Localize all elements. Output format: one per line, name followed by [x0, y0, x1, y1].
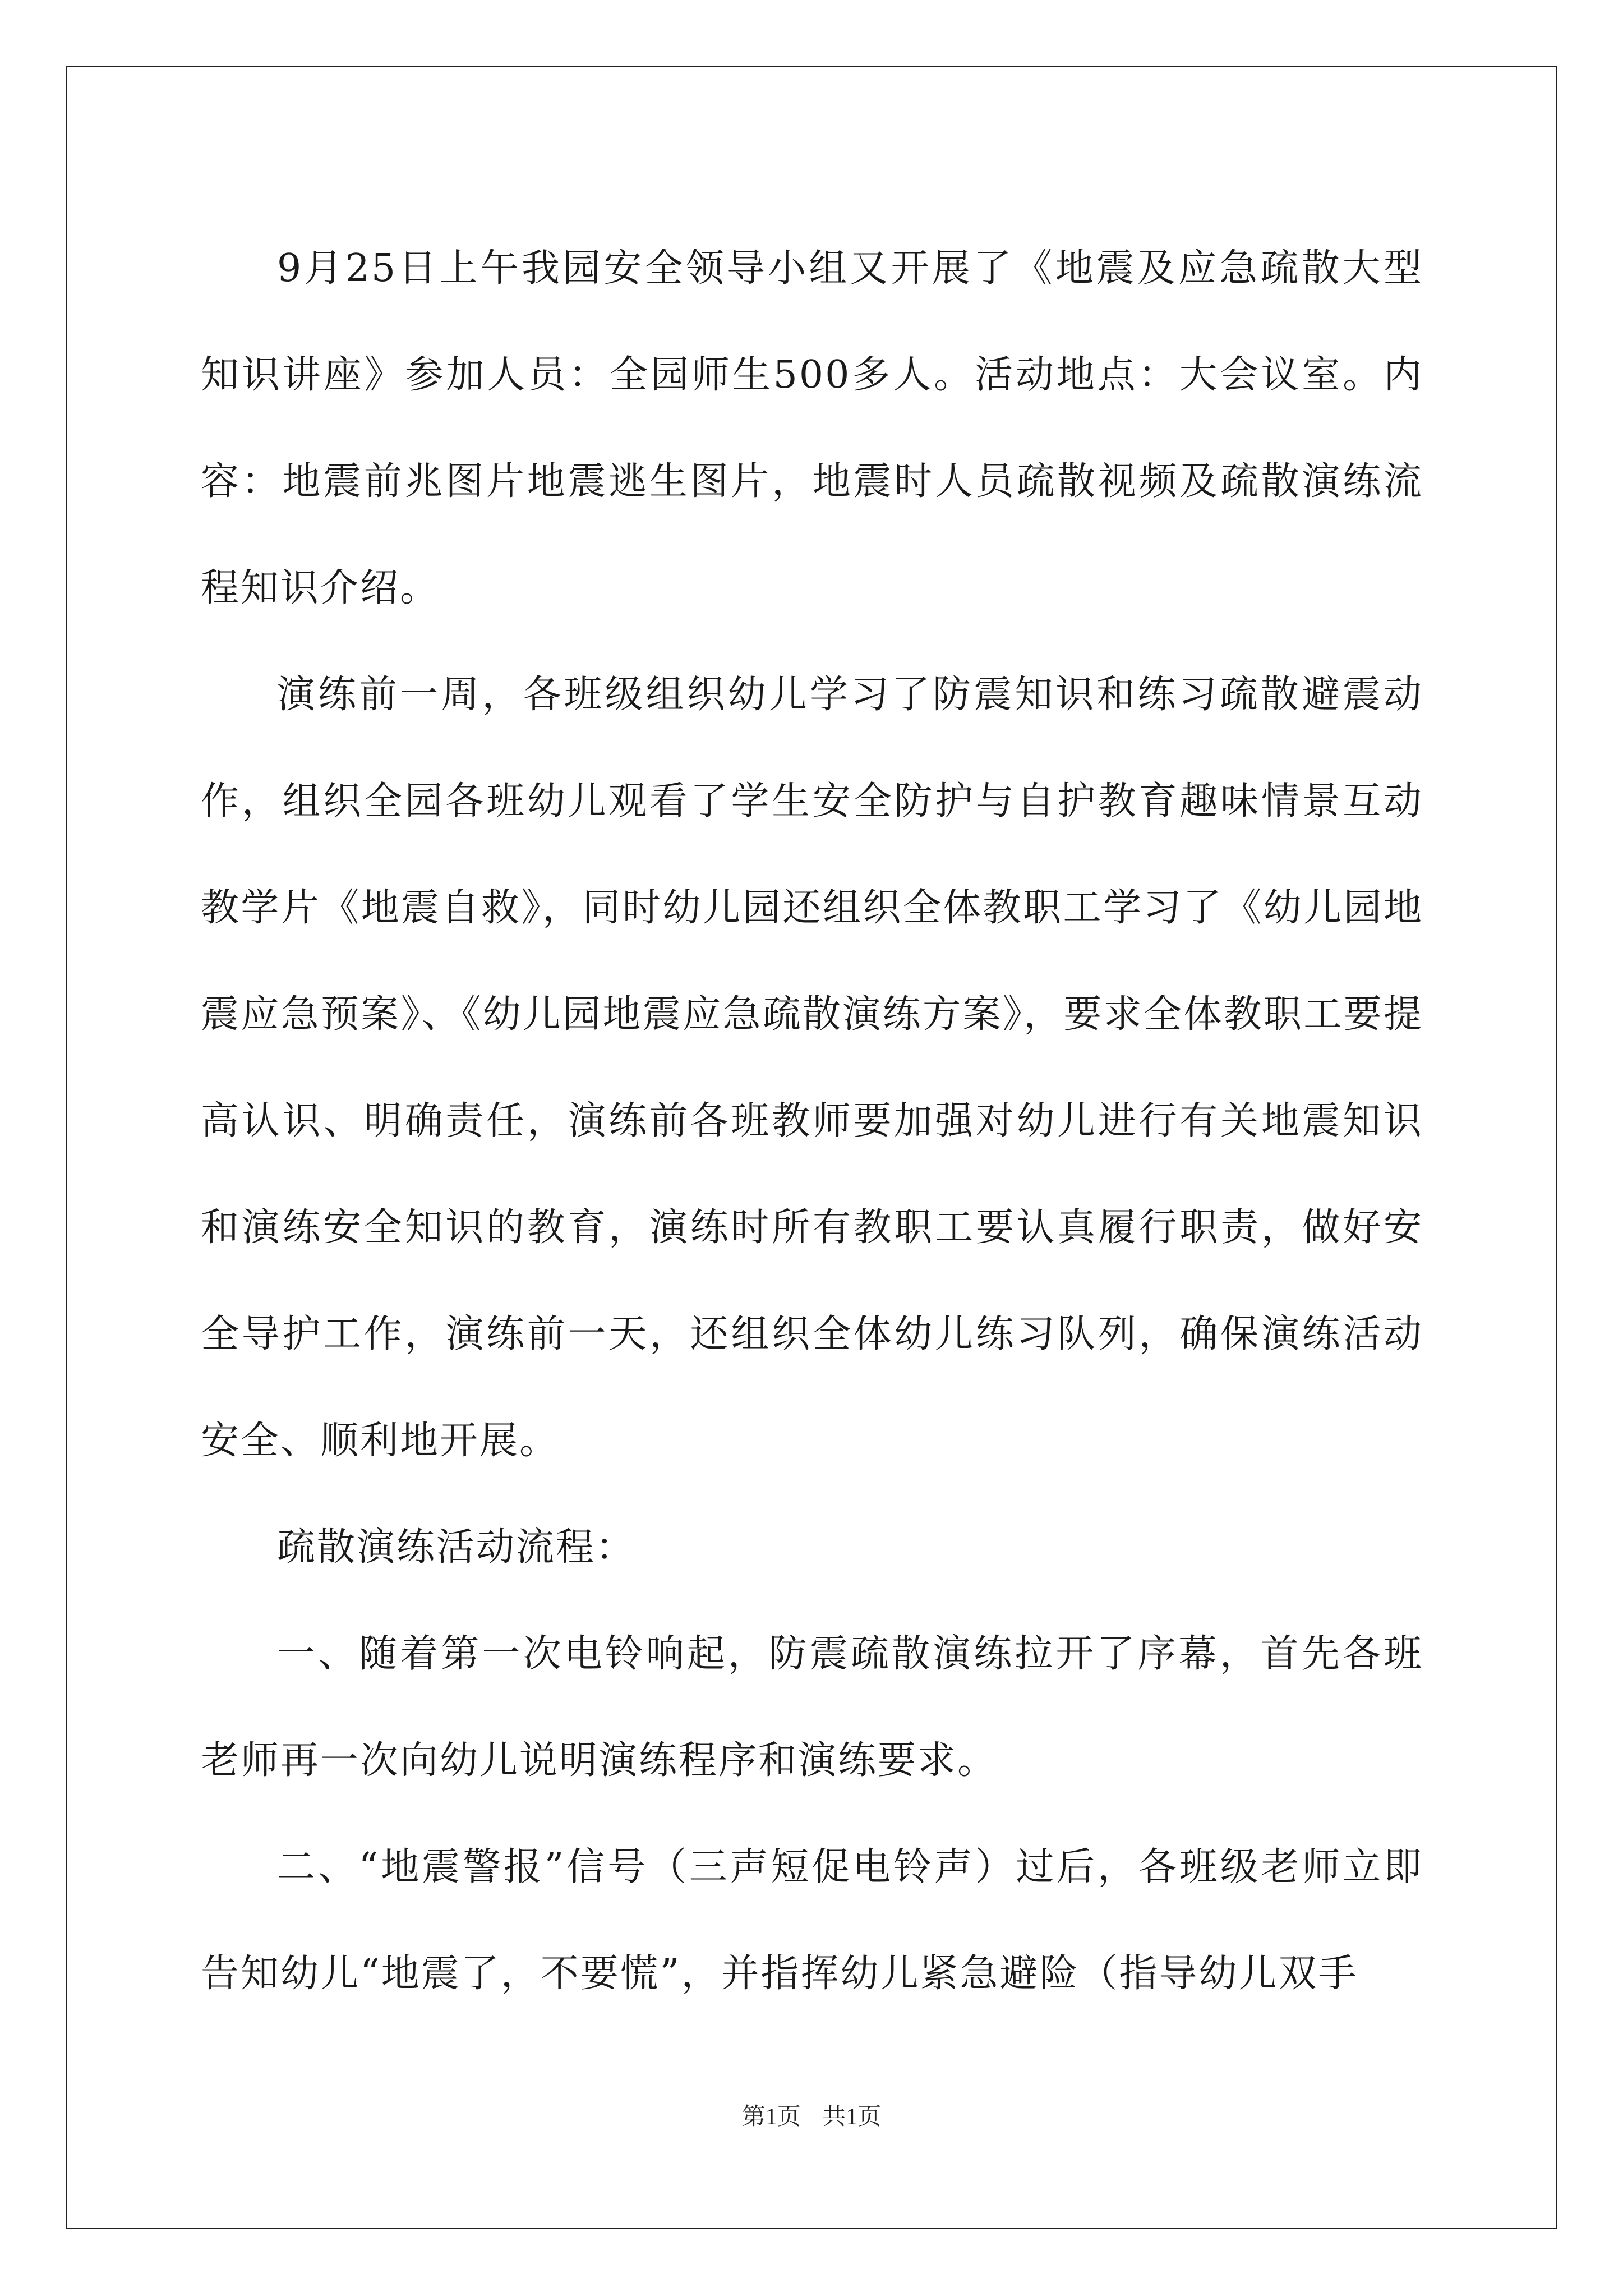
page-footer — [0, 2098, 1623, 2132]
paragraph: 一、随着第一次电铃响起，防震疏散演练拉开了序幕，首先各班老师再一次向幼儿说明演练程序和演练要求。 — [201, 1632, 1423, 1783]
document-body — [201, 215, 1423, 2027]
paragraph: 二、“地震警报”信号（三声短促电铃声）过后，各班级老师立即告知幼儿“地震了，不要慌”，并指挥幼儿紧急避险（指导幼儿双手 — [201, 1845, 1423, 1996]
paragraph: 9月25日上午我园安全领导小组又开展了《地震及应急疏散大型知识讲座》参加人员：全园师生500多人。活动地点：大会议室。内容：地震前兆图片地震逃生图片，地震时人员疏散视频及疏散演练流程知识介绍。 — [201, 246, 1423, 610]
page-number: 第1页 — [741, 2104, 801, 2130]
paragraph: 疏散演练活动流程： — [277, 1525, 636, 1570]
page-total: 共1页 — [822, 2104, 882, 2130]
paragraph: 演练前一周，各班级组织幼儿学习了防震知识和练习疏散避震动作，组织全园各班幼儿观看了学生安全防护与自护教育趣味情景互动教学片《地震自救》，同时幼儿园还组织全体教职工学习了《幼儿园地震应急预案》、《幼儿园地震应急疏散演练方案》，要求全体教职工要提高认识、明确责任，演练前各班教师要加强对幼儿进行有关地震知识和演练安全知识的教育，演练时所有教职工要认真履行职责，做好安全导护工作，演练前一天，还组织全体幼儿练习队列，确保演练活动安全、顺利地开展。 — [201, 673, 1423, 1463]
